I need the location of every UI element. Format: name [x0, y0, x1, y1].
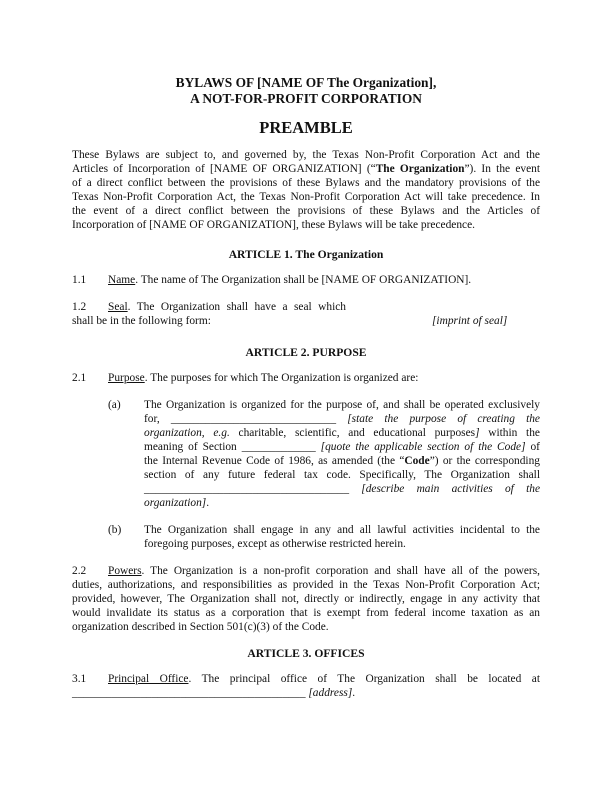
- preamble-line: the event of a direct conflict between the provisions of these Bylaws and the Articles of: [72, 205, 540, 217]
- code-instruction: [quote the applicable section of the Code]: [320, 441, 526, 453]
- section-2-1-text: . The purposes for which The Organization is organized are:: [144, 372, 419, 384]
- seal-placeholder: [imprint of seal]: [432, 315, 508, 327]
- section-1-1-number: 1.1: [72, 274, 87, 286]
- item-a-text: of: [530, 441, 540, 453]
- section-1-2: [108, 300, 346, 314]
- section-3-1-label: Principal Office: [108, 673, 189, 685]
- section-2-2-line: duties, authorizations, and responsibilities as provided in the Texas Non-Profit Corporation Act;: [72, 579, 540, 591]
- item-a-line: The Organization is organized for the purpose of, and shall be operated exclusively: [144, 399, 540, 411]
- preamble-text: Articles of Incorporation of [NAME OF ORGANIZATION] (“: [72, 163, 376, 175]
- item-a-text: ”) or the corresponding: [429, 455, 540, 467]
- purpose-instruction: ]: [475, 427, 480, 439]
- activities-instruction: organization]: [144, 497, 207, 509]
- activities-instruction: [describe main activities of the: [361, 483, 540, 495]
- address-blank: _________________________________________: [72, 687, 306, 699]
- item-a-line: [144, 496, 209, 510]
- item-a-text: the Internal Revenue Code of 1986, as amended (the “: [144, 455, 405, 467]
- section-3-1-line: [108, 672, 540, 686]
- section-2-2-line: provided, however, The Organization shall not, directly or indirectly, engage in any activity that: [72, 593, 540, 605]
- defined-term-organization: The Organization: [375, 163, 465, 175]
- section-1-1-label: Name: [108, 274, 136, 286]
- item-a-text: within the: [488, 427, 540, 439]
- item-b-line: The Organization shall engage in any and all lawful activities incidental to the: [144, 524, 540, 536]
- item-a-line: [144, 454, 540, 468]
- preamble-line: [72, 162, 540, 176]
- preamble-line: These Bylaws are subject to, and governed by, the Texas Non-Profit Corporation Act and the: [72, 149, 540, 161]
- purpose-instruction: organization, e.g.: [144, 427, 230, 439]
- item-a-text: .: [206, 497, 210, 509]
- item-b-line: foregoing purposes, except as otherwise restricted herein.: [144, 538, 406, 550]
- item-a-text: for,: [144, 413, 160, 425]
- section-3-1-text: . The principal office of The Organization shall be located at: [188, 673, 540, 685]
- purpose-blank: _____________________________: [170, 413, 337, 425]
- article-1-heading: ARTICLE 1. The Organization: [228, 248, 384, 261]
- purpose-instruction: [state the purpose of creating the: [347, 413, 540, 425]
- item-a-line: [144, 412, 540, 426]
- section-2-1-number: 2.1: [72, 372, 87, 384]
- item-a-line: [144, 482, 540, 496]
- preamble-heading: PREAMBLE: [259, 118, 353, 137]
- section-1-2-number: 1.2: [72, 301, 87, 313]
- section-2-2-text: . The Organization is a non-profit corporation and shall have all of the powers,: [141, 565, 540, 577]
- section-2-1: [108, 371, 418, 385]
- code-section-blank: _____________: [241, 441, 316, 453]
- section-1-2-label: Seal: [108, 301, 128, 313]
- preamble-line: of a direct conflict between the provisions of these Bylaws and the mandatory provisions of the: [72, 177, 540, 189]
- section-1-1-text: . The name of The Organization shall be [NAME OF ORGANIZATION].: [135, 274, 472, 286]
- item-a-text: meaning of Section: [144, 441, 237, 453]
- article-3-heading: ARTICLE 3. OFFICES: [247, 647, 365, 660]
- address-placeholder: [address]: [308, 687, 353, 699]
- section-2-2-label: Powers: [108, 565, 142, 577]
- section-1-2-line2: shall be in the following form:: [72, 315, 211, 327]
- preamble-line: Incorporation of [NAME OF ORGANIZATION], these Bylaws will be take precedence.: [72, 219, 475, 231]
- section-2-2-number: 2.2: [72, 565, 87, 577]
- document-title-line2: A NOT-FOR-PROFIT CORPORATION: [190, 91, 422, 106]
- section-3-1-text: .: [352, 687, 356, 699]
- section-2-2-line: would invalidate its status as a corporation that is exempt from federal income taxation as an: [72, 607, 540, 619]
- item-a-line: [144, 426, 540, 440]
- purpose-examples: charitable, scientific, and educational purposes: [238, 427, 476, 439]
- section-1-2-text: . The Organization shall have a seal which: [127, 301, 346, 313]
- article-2-heading: ARTICLE 2. PURPOSE: [245, 346, 367, 359]
- preamble-line: Texas Non-Profit Corporation Act, the Texas Non-Profit Corporation Act will take precedence. In: [72, 191, 540, 203]
- section-2-2-line: organization described in Section 501(c)(3) of the Code.: [72, 621, 329, 633]
- item-a-line: section of any future federal tax code. Specifically, The Organization shall: [144, 469, 540, 481]
- item-b-label: (b): [108, 524, 122, 536]
- defined-term-code: Code: [404, 455, 430, 467]
- section-3-1-number: 3.1: [72, 673, 87, 685]
- item-a-label: (a): [108, 399, 121, 411]
- item-a-line: [144, 440, 540, 454]
- document-title-line1: BYLAWS OF [NAME OF The Organization],: [175, 75, 437, 90]
- section-3-1-line: [72, 686, 355, 700]
- section-2-2-line: [108, 564, 540, 578]
- section-1-1: [108, 273, 471, 287]
- activities-blank: ____________________________________: [144, 483, 350, 495]
- section-2-1-label: Purpose: [108, 372, 145, 384]
- preamble-text: ”). In the event: [464, 163, 540, 175]
